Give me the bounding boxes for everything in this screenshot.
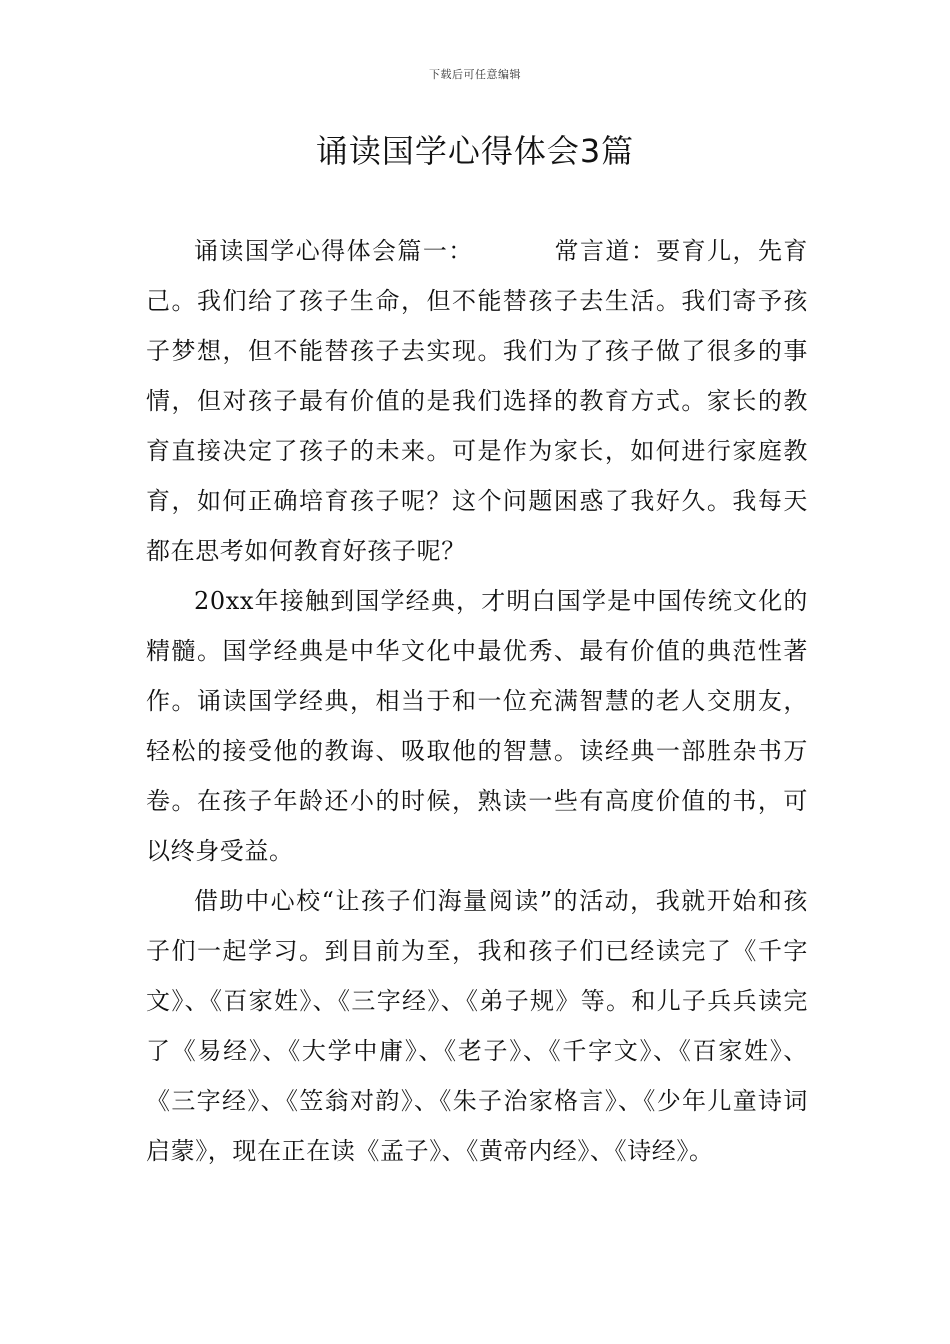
document-title: 诵读国学心得体会3篇 <box>315 132 635 170</box>
section-label: 诵读国学心得体会篇一： <box>194 237 474 265</box>
paragraph-1 <box>146 226 808 576</box>
paragraph-2: 20xx年接触到国学经典，才明白国学是中国传统文化的精髓。国学经典是中华文化中最优秀、最有价值的典范性著作。诵读国学经典，相当于和一位充满智慧的老人交朋友，轻松的接受他的教诲、吸取他的智慧。读经典一部胜杂书万卷。在孩子年龄还小的时候，熟读一些有高度价值的书，可以终身受益。 <box>146 587 808 865</box>
document-body <box>146 226 808 1176</box>
paragraph-1-text: 常言道：要育儿，先育己。我们给了孩子生命，但不能替孩子去生活。我们寄予孩子梦想，但不能替孩子去实现。我们为了孩子做了很多的事情，但对孩子最有价值的是我们选择的教育方式。家长的教育直接决定了孩子的未来。可是作为家长，如何进行家庭教育，如何正确培育孩子呢？这个问题困惑了我好久。我每天都在思考如何教育好孩子呢？ <box>146 237 808 565</box>
header-note: 下载后可任意编辑 <box>429 68 521 81</box>
paragraph-3: 借助中心校“让孩子们海量阅读”的活动，我就开始和孩子们一起学习。到目前为至，我和孩子们已经读完了《千字文》、《百家姓》、《三字经》、《弟子规》等。和儿子兵兵读完了《易经》、《大学中庸》、《老子》、《千字文》、《百家姓》、《三字经》、《笠翁对韵》、《朱子治家格言》、《少年儿童诗词启蒙》，现在正在读《孟子》、《黄帝内经》、《诗经》。 <box>146 887 808 1165</box>
